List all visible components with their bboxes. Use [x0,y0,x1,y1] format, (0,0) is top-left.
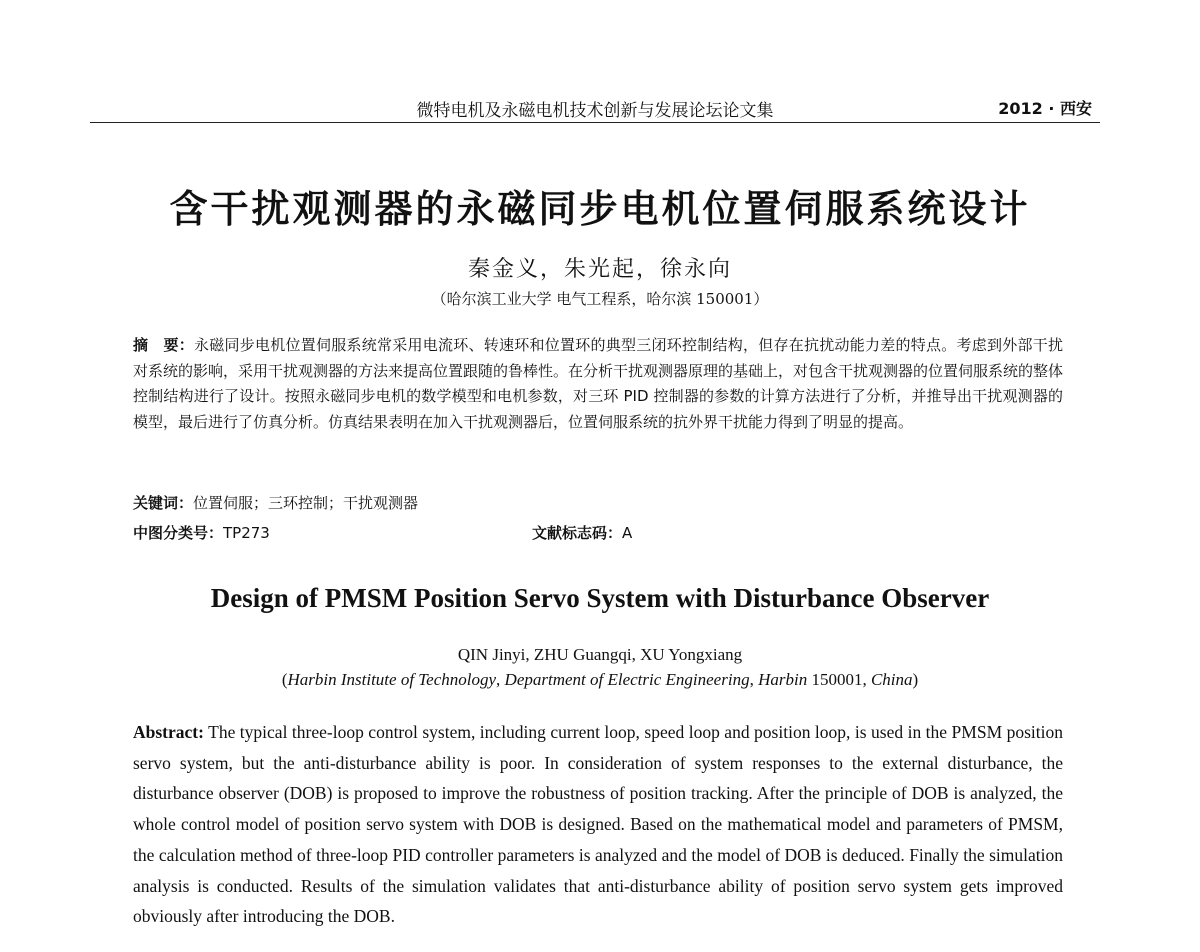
clc-number [133,522,270,543]
abstract-english-label: Abstract: [133,722,204,742]
document-code [532,522,632,543]
affil-close-paren: ) [912,670,919,689]
abstract-english-text: The typical three-loop control system, including current loop, speed loop and position loop, is used in the PMSM position servo system, but the anti-disturbance ability is poor. In consideration of system responses to the external disturbance, the disturbance observer (DOB) is proposed to improve the robustness of position tracking. After the principle of DOB is analyzed, the whole control model of position servo system with DOB is designed. Based on the mathematical model and parameters of PMSM, the calculation method of three-loop PID controller parameters is analyzed and the model of DOB is deduced. Finally the simulation analysis is conducted. Results of the simulation validates that anti-disturbance ability of position servo system gets improved obviously after introducing the DOB. [133,722,1063,927]
abstract-chinese-text: 永磁同步电机位置伺服系统常采用电流环、转速环和位置环的典型三闭环控制结构，但存在抗扰动能力差的特点。考虑到外部干扰对系统的影响，采用干扰观测器的方法来提高位置跟随的鲁棒性。在分析干扰观测器原理的基础上，对包含干扰观测器的位置伺服系统的整体控制结构进行了设计。按照永磁同步电机的数学模型和电机参数，对三环 PID 控制器的参数的计算方法进行了分析，并推导出干扰观测器的模型，最后进行了仿真分析。仿真结果表明在加入干扰观测器后，位置伺服系统的抗外界干扰能力得到了明显的提高。 [133,336,1064,431]
abstract-english [133,717,1063,932]
running-header [90,96,1100,123]
doc-code-label: 文献标志码： [532,524,623,542]
title-chinese: 含干扰观测器的永磁同步电机位置伺服系统设计 [169,187,1031,231]
affil-postcode: 150001 [811,670,863,689]
affil-city: Harbin [758,670,808,689]
journal-name: 微特电机及永磁电机技术创新与发展论坛论文集 [416,101,774,121]
affil-institute: Harbin Institute of Technology [287,670,497,689]
clc-label: 中图分类号： [133,524,224,542]
affiliation-english: (Harbin Institute of Technology, Department of Electric Engineering, Harbin 150001, China) [281,670,919,689]
authors-english: QIN Jinyi, ZHU Guangqi, XU Yongxiang [457,645,743,664]
abstract-chinese [133,333,1063,435]
clc-value: TP273 [223,524,270,542]
authors-chinese: 秦金义，朱光起，徐永向 [467,257,732,282]
keywords-label: 关键词： [133,494,194,512]
keywords-text: 位置伺服；三环控制；干扰观测器 [193,494,419,512]
keywords-chinese [133,492,418,513]
affil-country: China [870,670,913,689]
affiliation-chinese: （哈尔滨工业大学 电气工程系，哈尔滨 150001） [431,290,769,308]
abstract-chinese-label: 摘 要： [133,336,194,354]
title-english: Design of PMSM Position Servo System with Disturbance Observer [210,583,990,613]
doc-code-value: A [622,524,633,542]
affil-open-paren: ( [281,670,288,689]
year-location: 2012 · 西安 [998,99,1092,118]
affil-department: Department of Electric Engineering [504,670,750,689]
